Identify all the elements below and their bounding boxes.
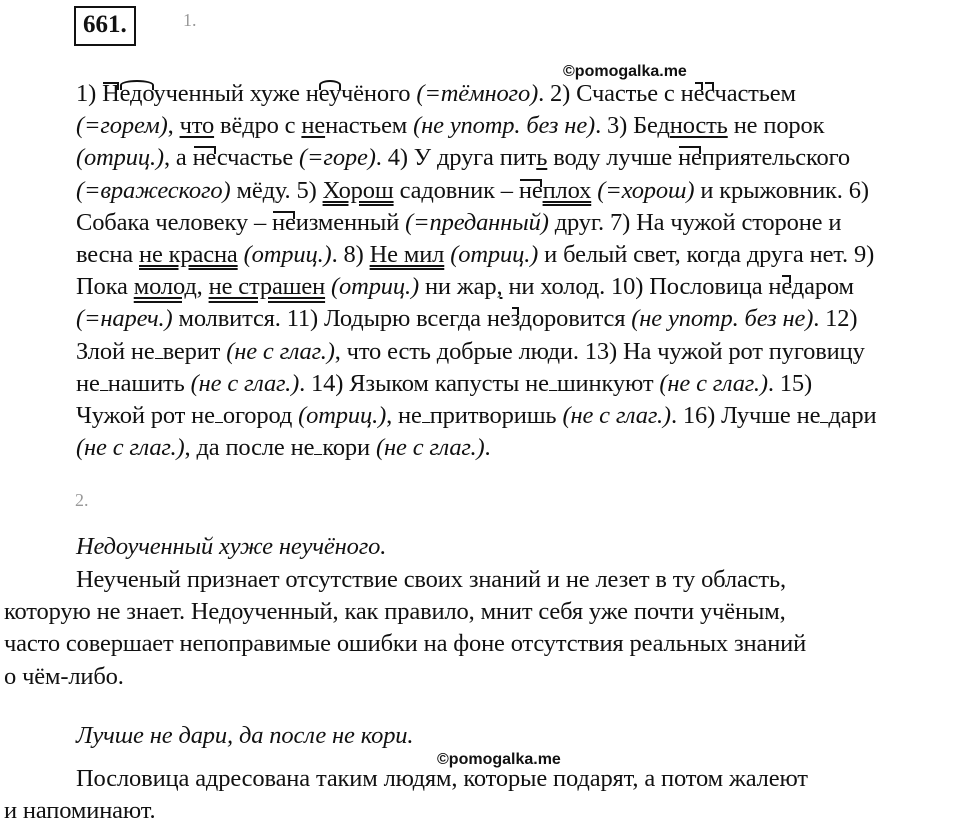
text-line: Пока молод, не страшен (отриц.) ни жар, ни холод. 10) Пословица недаром — [76, 273, 854, 301]
section-number-2: 2. — [75, 490, 89, 510]
text-line: (=нареч.) молвится. 11) Лодырю всегда нездоровится (не употр. без не). 12) — [76, 305, 858, 333]
text-line: Неученый признает отсутствие своих знаний и не лезет в ту область, — [76, 566, 786, 593]
separator-mark — [100, 390, 108, 391]
proverb-2: Лучше не дари, да после не кори. — [76, 722, 414, 749]
text-line: Пословица адресована таким людям, которые подарят, а потом жалеют — [76, 765, 808, 792]
explanation-1 — [4, 564, 956, 693]
text-line: (=горем), что вёдро с ненастьем (не употр. без не). 3) Бедность не порок — [76, 112, 825, 140]
text-line: весна не красна (отриц.). 8) Не мил (отриц.) и белый свет, когда друга нет. 9) — [76, 241, 875, 269]
text-line: часто совершает непоправимые ошибки на фоне отсутствия реальных знаний — [4, 630, 807, 658]
separator-mark — [155, 358, 163, 359]
text-line: (=вражеского) мёду. 5) Хорош садовник – неплох (=хорош) и крыжовник. 6) — [76, 176, 869, 204]
proverb-1: Недоученный хуже неучёного. — [76, 533, 387, 560]
text-line: не нашить (не с глаг.). 14) Языком капусты не шинкуют (не с глаг.). 15) — [76, 369, 813, 397]
separator-mark — [422, 422, 430, 423]
watermark-top: ©pomogalka.me — [563, 63, 687, 80]
separator-mark — [549, 390, 557, 391]
text-line: Злой не верит (не с глаг.), что есть добрые люди. 13) На чужой рот пуговицу — [76, 337, 865, 365]
text-line: и напоминают. — [4, 797, 156, 825]
text-line: (не с глаг.), да после не кори (не с глаг.). — [76, 434, 491, 462]
separator-mark — [215, 422, 223, 423]
section-number-1: 1. — [183, 10, 197, 30]
explanation-2 — [4, 763, 956, 827]
text-line: 1) Недоученный хуже неучёного (=тёмного). 2) Счастье с несчастьем — [76, 80, 796, 107]
text-line: о чём-либо. — [4, 662, 124, 690]
section1-text — [4, 78, 956, 464]
text-line: (отриц.), а несчастье (=горе). 4) У друга пить воду лучше неприятельского — [76, 144, 850, 172]
text-line: Чужой рот не огород (отриц.), не притворишь (не с глаг.). 16) Лучше не дари — [76, 402, 877, 430]
task-number-box: 661. — [74, 6, 136, 46]
text-line: которую не знает. Недоученный, как правило, мнит себя уже почти учёным, — [4, 598, 786, 626]
watermark-bottom: ©pomogalka.me — [437, 751, 561, 768]
text-line: Собака человеку – неизменный (=преданный) друг. 7) На чужой стороне и — [76, 208, 842, 236]
